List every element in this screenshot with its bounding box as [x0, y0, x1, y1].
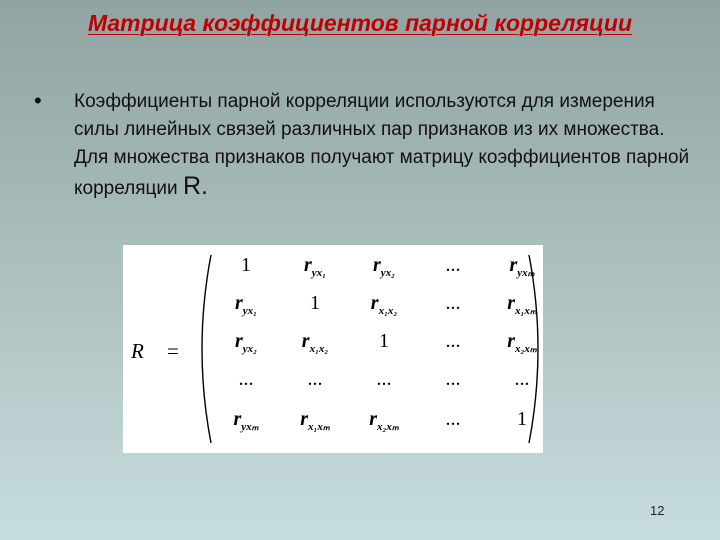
matrix-cell-subscript: x₁x₂: [309, 343, 329, 355]
matrix-cell: [349, 253, 419, 285]
matrix-cell-value: r: [234, 292, 243, 314]
matrix-cell-value: ...: [376, 368, 392, 390]
matrix-cell: [418, 407, 488, 431]
matrix-cell-value: r: [233, 408, 242, 430]
matrix-cell: [211, 253, 281, 277]
matrix-cell-subscript: yx₁: [242, 305, 257, 317]
matrix-cell-subscript: x₁xₘ: [308, 421, 330, 433]
matrix-cell-subscript: x₁xₘ: [515, 305, 537, 317]
bullet-item: [34, 88, 694, 203]
matrix-cell-subscript: x₂xₘ: [377, 421, 399, 433]
left-bracket-icon: [202, 255, 211, 443]
matrix-cell-value: ...: [445, 368, 461, 390]
matrix-cell-value: r: [300, 408, 309, 430]
matrix-cell-value: ...: [445, 330, 461, 352]
matrix-cell-subscript: yxₘ: [517, 267, 535, 279]
matrix-cell-value: r: [301, 330, 310, 352]
slide-title-text: Матрица коэффициентов парной корреляции: [87, 10, 633, 36]
matrix-cell: [280, 291, 350, 315]
matrix-cell-value: r: [509, 254, 518, 276]
matrix-cell-value: r: [303, 254, 312, 276]
matrix-cell-value: ...: [514, 368, 530, 390]
matrix-cell-subscript: x₂xₘ: [515, 343, 537, 355]
matrix-cell: [487, 291, 557, 323]
matrix-cell-value: 1: [310, 292, 320, 314]
matrix-cell: [418, 291, 488, 315]
bullet-icon: •: [34, 88, 42, 113]
matrix-cell-value: ...: [307, 368, 323, 390]
matrix-cell-subscript: yxₘ: [241, 421, 259, 433]
matrix-cell: [349, 367, 419, 391]
matrix-cell: [487, 367, 557, 391]
matrix-cell-value: ...: [445, 408, 461, 430]
matrix-cell-value: r: [234, 330, 243, 352]
matrix-cell: [211, 291, 281, 323]
matrix-cell-subscript: yx₁: [311, 267, 326, 279]
matrix-cell: [487, 253, 557, 285]
matrix-cell: [418, 253, 488, 277]
matrix-cell-value: 1: [379, 330, 389, 352]
bullet-symbol: R.: [182, 172, 208, 200]
matrix-cell: [280, 253, 350, 285]
matrix-cell-value: 1: [241, 254, 251, 276]
bullet-text: Коэффициенты парной корреляции используются для измерения силы линейных связей различных пар признаков из их множества. Для множества признаков получают матрицу коэффициентов парной корреляции: [74, 91, 690, 199]
bullet-paragraph: [74, 88, 694, 203]
matrix-cell-value: r: [370, 292, 379, 314]
matrix-label: R: [131, 339, 144, 363]
matrix-cell: [211, 367, 281, 391]
matrix-cell: [349, 407, 419, 439]
equals-sign: =: [167, 339, 179, 363]
matrix-cell: [280, 367, 350, 391]
matrix-cell: [349, 329, 419, 353]
matrix-cell-value: ...: [445, 292, 461, 314]
matrix-cell-subscript: yx₂: [242, 343, 257, 355]
matrix-cell: [418, 367, 488, 391]
correlation-matrix-image: [123, 245, 543, 453]
page-number: 12: [650, 503, 665, 518]
matrix-cell: [280, 329, 350, 361]
matrix-cell: [211, 407, 281, 439]
matrix-cell: [211, 329, 281, 361]
matrix-cell-value: ...: [238, 368, 254, 390]
matrix-cell-value: 1: [517, 408, 527, 430]
matrix-cell: [280, 407, 350, 439]
matrix-cell-value: r: [507, 330, 516, 352]
matrix-cell-subscript: x₁x₂: [378, 305, 398, 317]
matrix-cell-value: r: [507, 292, 516, 314]
matrix-cell: [418, 329, 488, 353]
matrix-cell: [487, 407, 557, 431]
matrix-cell-value: r: [372, 254, 381, 276]
matrix-cell: [487, 329, 557, 361]
matrix-cell-value: ...: [445, 254, 461, 276]
matrix-cell-subscript: yx₂: [380, 267, 395, 279]
matrix-cell: [349, 291, 419, 323]
slide-title: [60, 6, 660, 40]
matrix-cell-value: r: [369, 408, 378, 430]
